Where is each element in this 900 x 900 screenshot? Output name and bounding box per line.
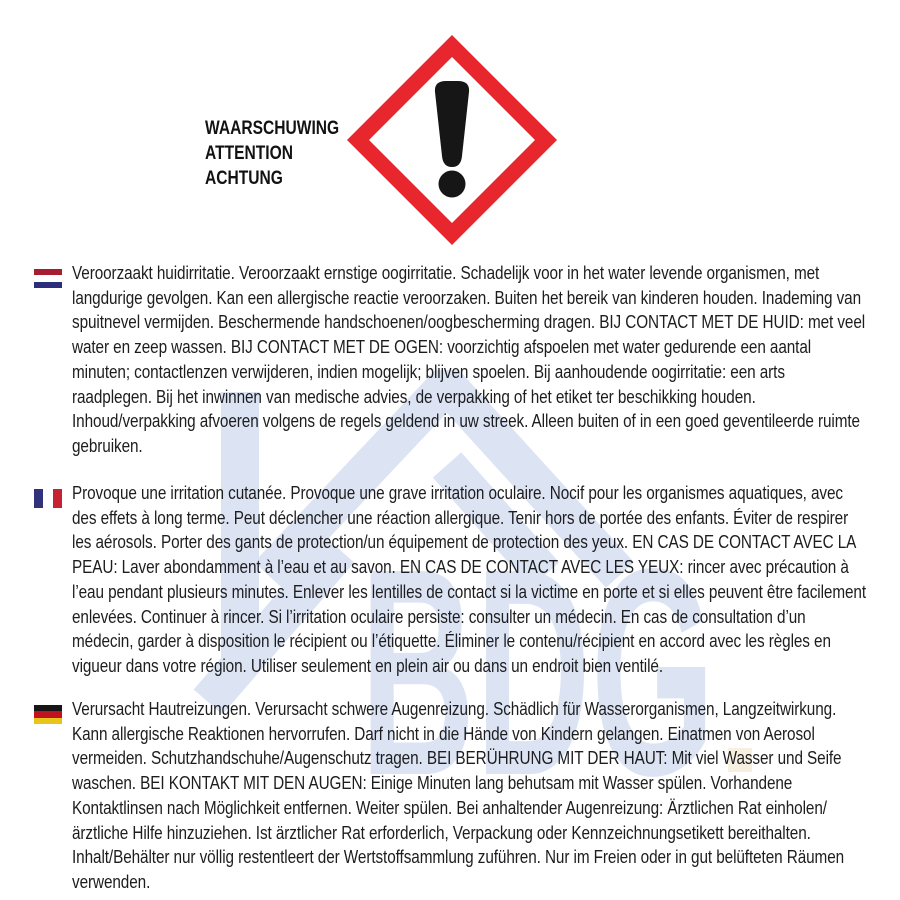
hazard-statement-nl bbox=[34, 261, 894, 459]
france-flag-icon bbox=[34, 489, 62, 508]
ghs07-exclamation-pictogram-icon bbox=[342, 30, 562, 250]
hazard-statement-nl-text: Veroorzaakt huidirritatie. Veroorzaakt ernstige oogirritatie. Schadelijk voor in het water levende organismen, met langdurige gevolgen. Kan een allergische reactie veroorzaken. Buiten het bereik van kinderen houden. Inademing van spuitnevel vermijden. Beschermende handschoenen/oogbescherming dragen. BIJ CONTACT MET DE HUID: met veel water en zeep wassen. BIJ CONTACT MET DE OGEN: voorzichtig afspoelen met water gedurende een aantal minuten; contactlenzen verwijderen, indien mogelijk; blijven spoelen. Bij aanhoudende oogirritatie: een arts raadplegen. Bij het inwinnen van medische advies, de verpakking of het etiket ter beschikking houden. Inhoud/verpakking afvoeren volgens de regels geldend in uw streek. Alleen buiten of in een goed geventileerde ruimte gebruiken. bbox=[72, 263, 866, 456]
watermark-text: BDG bbox=[360, 507, 715, 810]
signal-word-de: ACHTUNG bbox=[205, 168, 283, 189]
signal-words bbox=[205, 116, 339, 191]
hazard-statement-de-text: Verursacht Hautreizungen. Verursacht schwere Augenreizung. Schädlich für Wasserorganismen, Langzeitwirkung. Kann allergische Reaktionen hervorrufen. Darf nicht in die Hände von Kindern gelangen. Einatmen von Aerosol vermeiden. Schutzhandschuhe/Augenschutz tragen. BEI BERÜHRUNG MIT DER HAUT: Mit viel Wasser und Seife waschen. BEI KONTAKT MIT DEN AUGEN: Einige Minuten lang behutsam mit Wasser spülen. Vorhandene Kontaktlinsen nach Möglichkeit entfernen. Weiter spülen. Bei anhaltender Augenreizung: Ärztlichen Rat einholen/ärztliche Hilfe hinzuziehen. Ist ärztlicher Rat erforderlich, Verpackung oder Kennzeichnungsetikett bereithalten. Inhalt/Behälter nur völlig restentleert der Wertstoffsammlung zuführen. Nur im Freien oder in gut belüfteten Räumen verwenden. bbox=[72, 699, 845, 892]
germany-flag-icon bbox=[34, 705, 62, 724]
hazard-statement-fr bbox=[34, 481, 894, 679]
netherlands-flag-icon bbox=[34, 269, 62, 288]
signal-word-fr: ATTENTION bbox=[205, 143, 293, 164]
hazard-statement-fr-text: Provoque une irritation cutanée. Provoque une grave irritation oculaire. Nocif pour les organismes aquatiques, avec des effets à long terme. Peut déclencher une réaction allergique. Tenir hors de portée des enfants. Éviter de respirer les aérosols. Porter des gants de protection/un équipement de protection des yeux. EN CAS DE CONTACT AVEC LA PEAU: Laver abondamment à l’eau et au savon. EN CAS DE CONTACT AVEC LES YEUX: rincer avec précaution à l’eau pendant plusieurs minutes. Enlever les lentilles de contact si la victime en porte et si elles peuvent être facilement enlevées. Continuer à rincer. Si l’irritation oculaire persiste: consulter un médecin. En cas de consultation d’un médecin, garder à disposition le récipient ou l’étiquette. Éliminer le contenu/récipient en accord avec les règles en vigueur dans votre région. Utiliser seulement en plein air ou dans un endroit bien ventilé. bbox=[72, 483, 866, 676]
hazard-statement-de bbox=[34, 697, 894, 895]
signal-word-nl: WAARSCHUWING bbox=[205, 118, 340, 139]
